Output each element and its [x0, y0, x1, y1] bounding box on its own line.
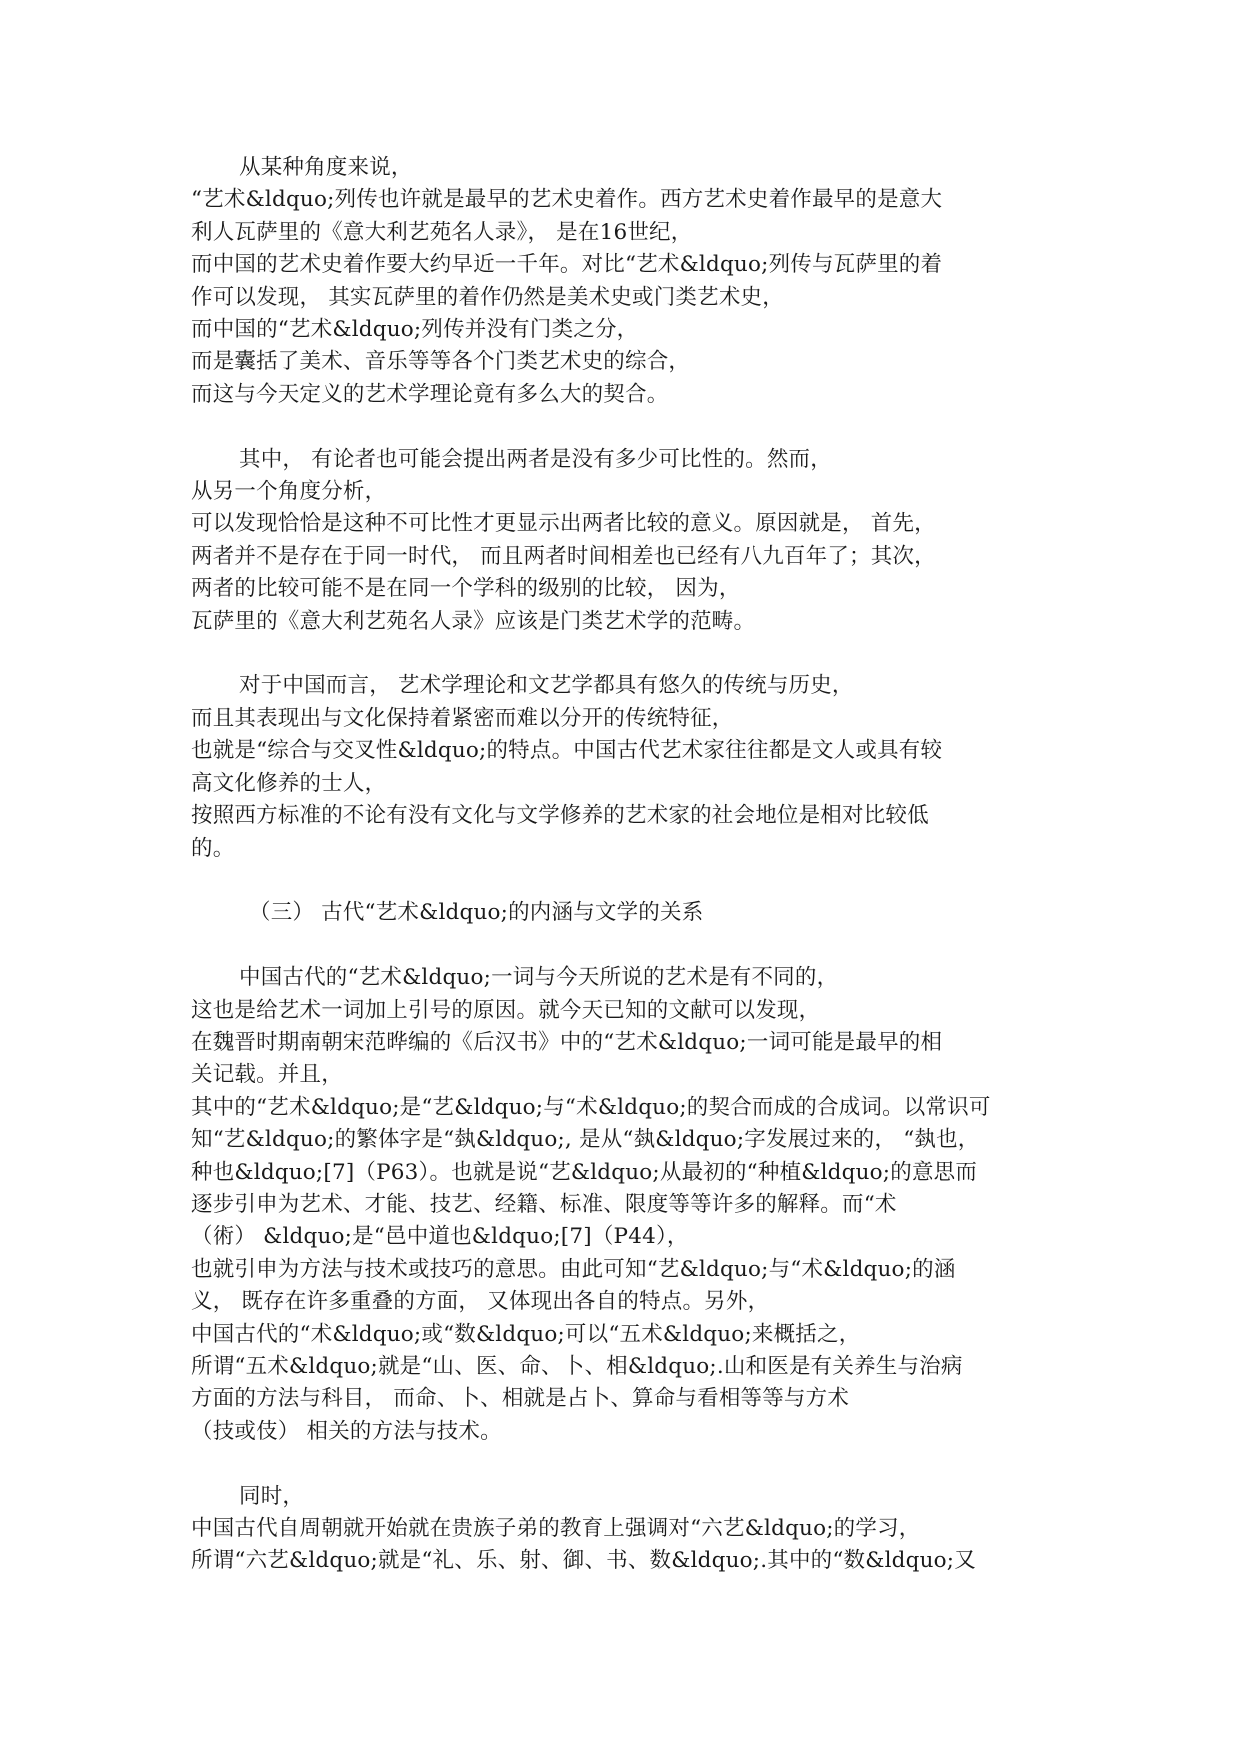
text-line: 利人瓦萨里的《意大利艺苑名人录》， 是在16世纪，: [191, 219, 693, 245]
text-line: 知“艺&ldquo;的繁体字是“埶&ldquo;, 是从“埶&ldquo;字发展过来的， “埶也，: [191, 1127, 980, 1153]
text-line: 而中国的艺术史着作要大约早近一千年。对比“艺术&ldquo;列传与瓦萨里的着: [191, 252, 943, 278]
text-line: 两者的比较可能不是在同一个学科的级别的比较， 因为，: [191, 576, 741, 602]
text-line: 而这与今天定义的艺术学理论竟有多么大的契合。: [191, 381, 669, 407]
paragraph-2: [191, 444, 1061, 638]
text-line: 也就是“综合与交叉性&ldquo;的特点。中国古代艺术家往往都是文人或具有较: [191, 738, 943, 764]
paragraph-3: [191, 670, 1061, 864]
text-line: 同时，: [239, 1483, 305, 1509]
text-line: 而且其表现出与文化保持着紧密而难以分开的传统特征，: [191, 705, 734, 731]
text-line: 中国古代自周朝就开始就在贵族子弟的教育上强调对“六艺&ldquo;的学习，: [191, 1515, 921, 1541]
text-line: 也就引申为方法与技术或技巧的意思。由此可知“艺&ldquo;与“术&ldquo;的涵: [191, 1256, 956, 1282]
text-line: 高文化修养的士人，: [191, 770, 387, 796]
section-heading: [191, 897, 1061, 929]
text-line: 中国古代的“术&ldquo;或“数&ldquo;可以“五术&ldquo;来概括之，: [191, 1321, 861, 1347]
text-line: 从另一个角度分析，: [191, 479, 387, 505]
text-line: 种也&ldquo;[7]（P63）。也就是说“艺&ldquo;从最初的“种植&ldquo;的意思而: [191, 1159, 978, 1185]
text-line: 瓦萨里的《意大利艺苑名人录》应该是门类艺术学的范畴。: [191, 608, 756, 634]
text-line: 中国古代的“艺术&ldquo;一词与今天所说的艺术是有不同的，: [239, 965, 839, 991]
text-line: 方面的方法与科目， 而命、卜、相就是占卜、算命与看相等等与方术: [191, 1386, 850, 1412]
text-line: 所谓“六艺&ldquo;就是“礼、乐、射、御、书、数&ldquo;.其中的“数&ldquo;又: [191, 1548, 976, 1574]
text-line: 关记载。并且，: [191, 1062, 343, 1088]
text-line: 可以发现恰恰是这种不可比性才更显示出两者比较的意义。原因就是， 首先，: [191, 511, 936, 537]
text-line: 的。: [191, 835, 235, 861]
text-line: 从某种角度来说，: [239, 155, 413, 180]
paragraph-5: [191, 1481, 1061, 1578]
text-line: 在魏晋时期南朝宋范晔编的《后汉书》中的“艺术&ldquo;一词可能是最早的相: [191, 1029, 943, 1055]
text-line: 对于中国而言， 艺术学理论和文艺学都具有悠久的传统与历史，: [239, 673, 854, 699]
text-line: 义， 既存在许多重叠的方面， 又体现出各自的特点。另外，: [191, 1289, 770, 1315]
text-line: “艺术&ldquo;列传也许就是最早的艺术史着作。西方艺术史着作最早的是意大: [191, 187, 943, 213]
text-line: 而中国的“艺术&ldquo;列传并没有门类之分，: [191, 317, 639, 343]
text-line: 其中， 有论者也可能会提出两者是没有多少可比性的。然而，: [239, 446, 832, 472]
text-line: 所谓“五术&ldquo;就是“山、医、命、卜、相&ldquo;.山和医是有关养生与治病: [191, 1353, 963, 1379]
paragraph-4: [191, 962, 1061, 1448]
document-body: [191, 152, 1061, 1610]
text-line: 其中的“艺术&ldquo;是“艺&ldquo;与“术&ldquo;的契合而成的合成词。以常识可: [191, 1094, 991, 1120]
text-line: 逐步引申为艺术、才能、技艺、经籍、标准、限度等等许多的解释。而“术: [191, 1191, 897, 1217]
text-line: 两者并不是存在于同一时代， 而且两者时间相差也已经有八九百年了；其次，: [191, 543, 936, 569]
section-heading-text: （三） 古代“艺术&ldquo;的内涵与文学的关系: [249, 900, 704, 926]
text-line: 按照西方标准的不论有没有文化与文学修养的艺术家的社会地位是相对比较低: [191, 803, 929, 829]
text-line: （技或伎） 相关的方法与技术。: [191, 1418, 502, 1444]
paragraph-1: [191, 152, 1061, 411]
text-line: （術） &ldquo;是“邑中道也&ldquo;[7]（P44），: [191, 1224, 689, 1250]
text-line: 而是囊括了美术、音乐等等各个门类艺术史的综合，: [191, 349, 691, 375]
text-line: 这也是给艺术一词加上引号的原因。就今天已知的文献可以发现，: [191, 997, 821, 1023]
text-line: 作可以发现， 其实瓦萨里的着作仍然是美术史或门类艺术史，: [191, 284, 784, 310]
